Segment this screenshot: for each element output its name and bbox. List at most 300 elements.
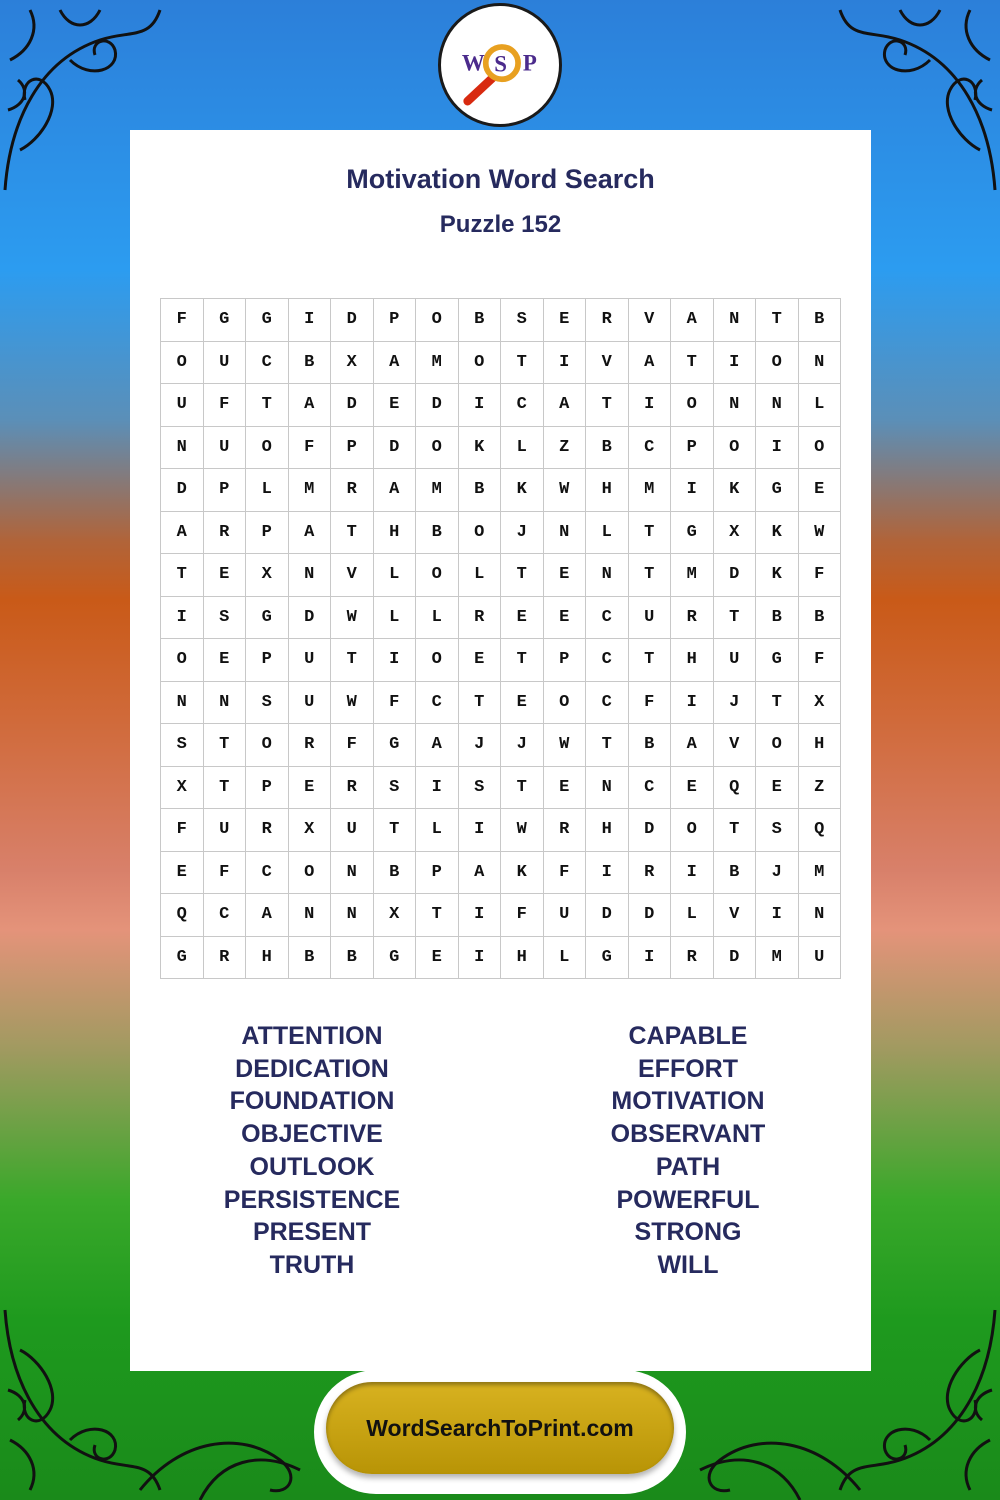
grid-cell[interactable]: N bbox=[161, 426, 204, 469]
word-item: PERSISTENCE bbox=[223, 1185, 401, 1214]
grid-cell[interactable]: A bbox=[671, 724, 714, 767]
grid-row bbox=[161, 894, 841, 937]
grid-cell[interactable]: G bbox=[671, 511, 714, 554]
grid-cell[interactable]: E bbox=[543, 299, 586, 342]
grid-cell[interactable]: U bbox=[331, 809, 374, 852]
grid-cell[interactable]: H bbox=[671, 639, 714, 682]
grid-cell[interactable]: H bbox=[246, 936, 289, 979]
word-item: WILL bbox=[657, 1250, 719, 1279]
grid-cell[interactable]: E bbox=[373, 384, 416, 427]
word-item: TRUTH bbox=[269, 1250, 355, 1279]
grid-cell[interactable]: O bbox=[161, 639, 204, 682]
grid-cell[interactable]: B bbox=[458, 469, 501, 512]
grid-cell[interactable]: S bbox=[246, 681, 289, 724]
grid-cell[interactable]: N bbox=[331, 851, 374, 894]
grid-cell[interactable]: K bbox=[713, 469, 756, 512]
grid-cell[interactable]: I bbox=[671, 681, 714, 724]
grid-cell[interactable]: A bbox=[373, 469, 416, 512]
grid-cell[interactable]: T bbox=[331, 511, 374, 554]
grid-row bbox=[161, 809, 841, 852]
grid-cell[interactable]: T bbox=[501, 554, 544, 597]
grid-cell[interactable]: R bbox=[586, 299, 629, 342]
grid-cell[interactable]: U bbox=[203, 341, 246, 384]
grid-cell[interactable]: T bbox=[586, 724, 629, 767]
grid-row bbox=[161, 766, 841, 809]
grid-cell[interactable]: X bbox=[161, 766, 204, 809]
grid-cell[interactable]: A bbox=[161, 511, 204, 554]
grid-cell[interactable]: P bbox=[416, 851, 459, 894]
grid-cell[interactable]: V bbox=[628, 299, 671, 342]
grid-cell[interactable]: L bbox=[458, 554, 501, 597]
grid-cell[interactable]: O bbox=[416, 639, 459, 682]
grid-cell[interactable]: S bbox=[756, 809, 799, 852]
grid-cell[interactable]: L bbox=[798, 384, 841, 427]
grid-cell[interactable]: R bbox=[628, 851, 671, 894]
grid-cell[interactable]: W bbox=[331, 681, 374, 724]
grid-cell[interactable]: T bbox=[586, 384, 629, 427]
grid-cell[interactable]: C bbox=[586, 681, 629, 724]
grid-cell[interactable]: L bbox=[543, 936, 586, 979]
grid-cell[interactable]: N bbox=[713, 299, 756, 342]
grid-row bbox=[161, 936, 841, 979]
grid-cell[interactable]: Z bbox=[543, 426, 586, 469]
grid-cell[interactable]: T bbox=[628, 639, 671, 682]
grid-cell[interactable]: E bbox=[543, 766, 586, 809]
grid-cell[interactable]: G bbox=[373, 724, 416, 767]
puzzle-number: Puzzle 152 bbox=[439, 211, 562, 238]
grid-cell[interactable]: V bbox=[713, 724, 756, 767]
grid-cell[interactable]: P bbox=[246, 639, 289, 682]
word-item: OBJECTIVE bbox=[241, 1120, 383, 1149]
grid-cell[interactable]: Z bbox=[798, 766, 841, 809]
grid-cell[interactable]: I bbox=[756, 894, 799, 937]
grid-cell[interactable]: D bbox=[331, 384, 374, 427]
grid-cell[interactable]: E bbox=[416, 936, 459, 979]
grid-cell[interactable]: T bbox=[713, 596, 756, 639]
grid-cell[interactable]: P bbox=[246, 511, 289, 554]
grid-row bbox=[161, 681, 841, 724]
grid-cell[interactable]: E bbox=[501, 681, 544, 724]
grid-cell[interactable]: T bbox=[203, 766, 246, 809]
grid-cell[interactable]: U bbox=[288, 639, 331, 682]
grid-cell[interactable]: O bbox=[288, 851, 331, 894]
grid-cell[interactable]: B bbox=[586, 426, 629, 469]
grid-cell[interactable]: A bbox=[543, 384, 586, 427]
grid-row bbox=[161, 426, 841, 469]
grid-row bbox=[161, 384, 841, 427]
grid-cell[interactable]: D bbox=[713, 936, 756, 979]
grid-cell[interactable]: O bbox=[671, 384, 714, 427]
grid-cell[interactable]: H bbox=[501, 936, 544, 979]
grid-cell[interactable]: N bbox=[288, 554, 331, 597]
grid-cell[interactable]: C bbox=[586, 596, 629, 639]
grid-cell[interactable]: P bbox=[246, 766, 289, 809]
logo-letter-s: S bbox=[494, 51, 507, 77]
grid-cell[interactable]: V bbox=[331, 554, 374, 597]
grid-cell[interactable]: T bbox=[416, 894, 459, 937]
grid-cell[interactable]: F bbox=[628, 681, 671, 724]
grid-cell[interactable]: B bbox=[628, 724, 671, 767]
grid-cell[interactable]: M bbox=[416, 469, 459, 512]
grid-cell[interactable]: T bbox=[501, 766, 544, 809]
grid-cell[interactable]: T bbox=[713, 809, 756, 852]
grid-cell[interactable]: A bbox=[246, 894, 289, 937]
grid-cell[interactable]: U bbox=[713, 639, 756, 682]
grid-cell[interactable]: N bbox=[713, 384, 756, 427]
grid-cell[interactable]: F bbox=[331, 724, 374, 767]
grid-cell[interactable]: O bbox=[458, 341, 501, 384]
word-list-right bbox=[538, 1020, 838, 1282]
grid-cell[interactable]: F bbox=[501, 894, 544, 937]
grid-cell[interactable]: U bbox=[288, 681, 331, 724]
grid-cell[interactable]: J bbox=[756, 851, 799, 894]
grid-cell[interactable]: C bbox=[416, 681, 459, 724]
grid-cell[interactable]: H bbox=[373, 511, 416, 554]
grid-cell[interactable]: I bbox=[586, 851, 629, 894]
grid-cell[interactable]: W bbox=[501, 809, 544, 852]
grid-cell[interactable]: F bbox=[798, 639, 841, 682]
grid-cell[interactable]: T bbox=[756, 299, 799, 342]
grid-cell[interactable]: R bbox=[671, 936, 714, 979]
grid-cell[interactable]: O bbox=[416, 426, 459, 469]
grid-cell[interactable]: M bbox=[798, 851, 841, 894]
grid-cell[interactable]: T bbox=[373, 809, 416, 852]
grid-cell[interactable]: M bbox=[416, 341, 459, 384]
grid-cell[interactable]: I bbox=[628, 936, 671, 979]
word-item: PRESENT bbox=[252, 1218, 372, 1247]
grid-cell[interactable]: F bbox=[373, 681, 416, 724]
grid-cell[interactable]: M bbox=[628, 469, 671, 512]
grid-cell[interactable]: C bbox=[246, 341, 289, 384]
grid-cell[interactable]: W bbox=[543, 469, 586, 512]
grid-cell[interactable]: K bbox=[501, 469, 544, 512]
grid-cell[interactable]: X bbox=[713, 511, 756, 554]
grid-cell[interactable]: X bbox=[246, 554, 289, 597]
word-item: MOTIVATION bbox=[611, 1087, 765, 1116]
word-item: EFFORT bbox=[638, 1054, 738, 1083]
grid-cell[interactable]: S bbox=[161, 724, 204, 767]
grid-cell[interactable]: O bbox=[246, 426, 289, 469]
word-item: CAPABLE bbox=[628, 1022, 748, 1050]
grid-cell[interactable]: N bbox=[543, 511, 586, 554]
grid-cell[interactable]: C bbox=[628, 426, 671, 469]
grid-cell[interactable]: A bbox=[458, 851, 501, 894]
grid-cell[interactable]: W bbox=[543, 724, 586, 767]
grid-cell[interactable]: L bbox=[671, 894, 714, 937]
wsp-logo bbox=[438, 3, 562, 127]
grid-cell[interactable]: S bbox=[203, 596, 246, 639]
grid-cell[interactable]: A bbox=[373, 341, 416, 384]
grid-cell[interactable]: F bbox=[203, 384, 246, 427]
grid-cell[interactable]: U bbox=[203, 426, 246, 469]
word-item: DEDICATION bbox=[235, 1054, 389, 1083]
grid-cell[interactable]: D bbox=[628, 894, 671, 937]
grid-cell[interactable]: L bbox=[246, 469, 289, 512]
grid-cell[interactable]: O bbox=[798, 426, 841, 469]
grid-cell[interactable]: A bbox=[671, 299, 714, 342]
grid-cell[interactable]: J bbox=[501, 511, 544, 554]
grid-cell[interactable]: I bbox=[458, 809, 501, 852]
grid-cell[interactable]: T bbox=[628, 554, 671, 597]
grid-cell[interactable]: B bbox=[458, 299, 501, 342]
grid-cell[interactable]: D bbox=[288, 596, 331, 639]
grid-cell[interactable]: S bbox=[458, 766, 501, 809]
grid-cell[interactable]: T bbox=[161, 554, 204, 597]
grid-cell[interactable]: C bbox=[628, 766, 671, 809]
grid-cell[interactable]: V bbox=[586, 341, 629, 384]
grid-cell[interactable]: D bbox=[586, 894, 629, 937]
grid-cell[interactable]: T bbox=[671, 341, 714, 384]
grid-cell[interactable]: J bbox=[713, 681, 756, 724]
grid-cell[interactable]: A bbox=[288, 384, 331, 427]
grid-cell[interactable]: I bbox=[458, 894, 501, 937]
word-item: STRONG bbox=[634, 1218, 742, 1247]
grid-cell[interactable]: U bbox=[798, 936, 841, 979]
grid-cell[interactable]: X bbox=[288, 809, 331, 852]
grid-cell[interactable]: H bbox=[798, 724, 841, 767]
logo-letter-w: W bbox=[461, 50, 485, 76]
grid-cell[interactable]: B bbox=[798, 596, 841, 639]
word-item: OBSERVANT bbox=[610, 1120, 766, 1149]
grid-cell[interactable]: P bbox=[373, 299, 416, 342]
grid-cell[interactable]: N bbox=[798, 894, 841, 937]
grid-cell[interactable]: B bbox=[288, 936, 331, 979]
grid-cell[interactable]: F bbox=[161, 299, 204, 342]
grid-cell[interactable]: C bbox=[501, 384, 544, 427]
grid-cell[interactable]: I bbox=[671, 469, 714, 512]
grid-row bbox=[161, 511, 841, 554]
grid-cell[interactable]: X bbox=[331, 341, 374, 384]
grid-cell[interactable]: S bbox=[501, 299, 544, 342]
grid-cell[interactable]: L bbox=[416, 809, 459, 852]
grid-cell[interactable]: D bbox=[713, 554, 756, 597]
grid-cell[interactable]: T bbox=[501, 639, 544, 682]
grid-cell[interactable]: T bbox=[203, 724, 246, 767]
grid-row bbox=[161, 724, 841, 767]
grid-cell[interactable]: A bbox=[416, 724, 459, 767]
grid-cell[interactable]: N bbox=[331, 894, 374, 937]
grid-cell[interactable]: A bbox=[288, 511, 331, 554]
grid-cell[interactable]: W bbox=[331, 596, 374, 639]
grid-cell[interactable]: G bbox=[756, 639, 799, 682]
grid-cell[interactable]: K bbox=[756, 511, 799, 554]
grid-cell[interactable]: B bbox=[331, 936, 374, 979]
grid-cell[interactable]: R bbox=[203, 936, 246, 979]
grid-cell[interactable]: G bbox=[203, 299, 246, 342]
grid-cell[interactable]: K bbox=[756, 554, 799, 597]
grid-cell[interactable]: B bbox=[798, 299, 841, 342]
grid-cell[interactable]: M bbox=[671, 554, 714, 597]
grid-row bbox=[161, 554, 841, 597]
grid-cell[interactable]: L bbox=[416, 596, 459, 639]
grid-cell[interactable]: N bbox=[288, 894, 331, 937]
grid-cell[interactable]: X bbox=[798, 681, 841, 724]
grid-cell[interactable]: J bbox=[458, 724, 501, 767]
grid-cell[interactable]: T bbox=[246, 384, 289, 427]
grid-cell[interactable]: G bbox=[246, 299, 289, 342]
grid-cell[interactable]: B bbox=[288, 341, 331, 384]
grid-cell[interactable]: T bbox=[628, 511, 671, 554]
grid-cell[interactable]: U bbox=[543, 894, 586, 937]
grid-cell[interactable]: O bbox=[543, 681, 586, 724]
word-item: ATTENTION bbox=[241, 1022, 383, 1050]
grid-row bbox=[161, 299, 841, 342]
grid-cell[interactable]: X bbox=[373, 894, 416, 937]
grid-cell[interactable]: U bbox=[628, 596, 671, 639]
grid-cell[interactable]: R bbox=[246, 809, 289, 852]
grid-cell[interactable]: H bbox=[586, 469, 629, 512]
word-list-left bbox=[162, 1020, 462, 1282]
grid-cell[interactable]: B bbox=[756, 596, 799, 639]
grid-cell[interactable]: I bbox=[288, 299, 331, 342]
grid-cell[interactable]: J bbox=[501, 724, 544, 767]
grid-cell[interactable]: F bbox=[161, 809, 204, 852]
grid-cell[interactable]: O bbox=[756, 341, 799, 384]
grid-cell[interactable]: R bbox=[331, 469, 374, 512]
grid-row bbox=[161, 851, 841, 894]
grid-cell[interactable]: E bbox=[756, 766, 799, 809]
grid-cell[interactable]: U bbox=[203, 809, 246, 852]
grid-cell[interactable]: B bbox=[713, 851, 756, 894]
grid-cell[interactable]: N bbox=[756, 384, 799, 427]
grid-cell[interactable]: G bbox=[246, 596, 289, 639]
grid-cell[interactable]: T bbox=[331, 639, 374, 682]
grid-cell[interactable]: C bbox=[246, 851, 289, 894]
grid-cell[interactable]: L bbox=[501, 426, 544, 469]
grid-cell[interactable]: I bbox=[458, 936, 501, 979]
grid-cell[interactable]: U bbox=[161, 384, 204, 427]
grid-cell[interactable]: O bbox=[756, 724, 799, 767]
grid-cell[interactable]: S bbox=[373, 766, 416, 809]
grid-cell[interactable]: I bbox=[713, 341, 756, 384]
letter-grid bbox=[160, 298, 841, 979]
grid-cell[interactable]: R bbox=[671, 596, 714, 639]
grid-cell[interactable]: O bbox=[416, 299, 459, 342]
grid-cell[interactable]: H bbox=[586, 809, 629, 852]
grid-cell[interactable]: G bbox=[586, 936, 629, 979]
grid-cell[interactable]: I bbox=[458, 384, 501, 427]
grid-cell[interactable]: B bbox=[416, 511, 459, 554]
grid-row bbox=[161, 639, 841, 682]
word-item: FOUNDATION bbox=[229, 1087, 395, 1116]
grid-cell[interactable]: N bbox=[586, 766, 629, 809]
grid-cell[interactable]: Q bbox=[161, 894, 204, 937]
grid-cell[interactable]: N bbox=[798, 341, 841, 384]
grid-cell[interactable]: R bbox=[331, 766, 374, 809]
grid-cell[interactable]: V bbox=[713, 894, 756, 937]
grid-cell[interactable]: E bbox=[203, 639, 246, 682]
grid-cell[interactable]: T bbox=[501, 341, 544, 384]
grid-cell[interactable]: O bbox=[161, 341, 204, 384]
grid-cell[interactable]: C bbox=[586, 639, 629, 682]
grid-cell[interactable]: M bbox=[288, 469, 331, 512]
grid-cell[interactable]: Q bbox=[713, 766, 756, 809]
grid-cell[interactable]: P bbox=[331, 426, 374, 469]
grid-cell[interactable]: C bbox=[203, 894, 246, 937]
grid-cell[interactable]: T bbox=[756, 681, 799, 724]
website-link[interactable]: WordSearchToPrint.com bbox=[326, 1382, 674, 1474]
grid-row bbox=[161, 469, 841, 512]
website-banner bbox=[314, 1370, 686, 1494]
grid-cell[interactable]: L bbox=[373, 554, 416, 597]
grid-cell[interactable]: O bbox=[246, 724, 289, 767]
grid-cell[interactable]: I bbox=[756, 426, 799, 469]
grid-cell[interactable]: L bbox=[586, 511, 629, 554]
grid-cell[interactable]: M bbox=[756, 936, 799, 979]
grid-cell[interactable]: G bbox=[373, 936, 416, 979]
grid-cell[interactable]: O bbox=[671, 809, 714, 852]
grid-cell[interactable]: P bbox=[543, 639, 586, 682]
word-item: PATH bbox=[655, 1152, 721, 1181]
grid-cell[interactable]: E bbox=[543, 596, 586, 639]
grid-cell[interactable]: G bbox=[756, 469, 799, 512]
grid-cell[interactable]: N bbox=[586, 554, 629, 597]
grid-cell[interactable]: F bbox=[798, 554, 841, 597]
word-item: OUTLOOK bbox=[249, 1152, 375, 1181]
grid-cell[interactable]: D bbox=[161, 469, 204, 512]
grid-cell[interactable]: E bbox=[543, 554, 586, 597]
page-title: Motivation Word Search bbox=[346, 164, 655, 194]
grid-cell[interactable]: D bbox=[331, 299, 374, 342]
grid-cell[interactable]: E bbox=[203, 554, 246, 597]
grid-cell[interactable]: I bbox=[161, 596, 204, 639]
grid-cell[interactable]: O bbox=[458, 511, 501, 554]
grid-cell[interactable]: W bbox=[798, 511, 841, 554]
grid-row bbox=[161, 341, 841, 384]
grid-cell[interactable]: G bbox=[161, 936, 204, 979]
grid-cell[interactable]: D bbox=[373, 426, 416, 469]
grid-cell[interactable]: T bbox=[458, 681, 501, 724]
grid-cell[interactable]: R bbox=[203, 511, 246, 554]
grid-cell[interactable]: D bbox=[628, 809, 671, 852]
grid-cell[interactable]: N bbox=[203, 681, 246, 724]
grid-cell[interactable]: R bbox=[458, 596, 501, 639]
grid-cell[interactable]: E bbox=[501, 596, 544, 639]
grid-row bbox=[161, 596, 841, 639]
grid-cell[interactable]: I bbox=[628, 384, 671, 427]
grid-cell[interactable]: E bbox=[798, 469, 841, 512]
grid-cell[interactable]: R bbox=[288, 724, 331, 767]
grid-cell[interactable]: B bbox=[373, 851, 416, 894]
grid-cell[interactable]: K bbox=[458, 426, 501, 469]
grid-cell[interactable]: D bbox=[416, 384, 459, 427]
grid-cell[interactable]: L bbox=[373, 596, 416, 639]
grid-cell[interactable]: N bbox=[161, 681, 204, 724]
grid-cell[interactable]: F bbox=[288, 426, 331, 469]
logo-letter-p: P bbox=[522, 50, 537, 76]
grid-cell[interactable]: Q bbox=[798, 809, 841, 852]
grid-cell[interactable]: E bbox=[161, 851, 204, 894]
grid-cell[interactable]: E bbox=[671, 766, 714, 809]
grid-cell[interactable]: E bbox=[458, 639, 501, 682]
grid-cell[interactable]: K bbox=[501, 851, 544, 894]
grid-cell[interactable]: R bbox=[543, 809, 586, 852]
grid-cell[interactable]: F bbox=[543, 851, 586, 894]
grid-cell[interactable]: A bbox=[628, 341, 671, 384]
grid-cell[interactable]: O bbox=[713, 426, 756, 469]
grid-cell[interactable]: E bbox=[288, 766, 331, 809]
grid-cell[interactable]: I bbox=[671, 851, 714, 894]
grid-cell[interactable]: I bbox=[416, 766, 459, 809]
grid-cell[interactable]: F bbox=[203, 851, 246, 894]
grid-cell[interactable]: P bbox=[671, 426, 714, 469]
grid-cell[interactable]: I bbox=[373, 639, 416, 682]
word-item: POWERFUL bbox=[616, 1185, 760, 1214]
grid-cell[interactable]: O bbox=[416, 554, 459, 597]
puzzle-panel bbox=[130, 130, 871, 1371]
grid-cell[interactable]: P bbox=[203, 469, 246, 512]
grid-cell[interactable]: I bbox=[543, 341, 586, 384]
